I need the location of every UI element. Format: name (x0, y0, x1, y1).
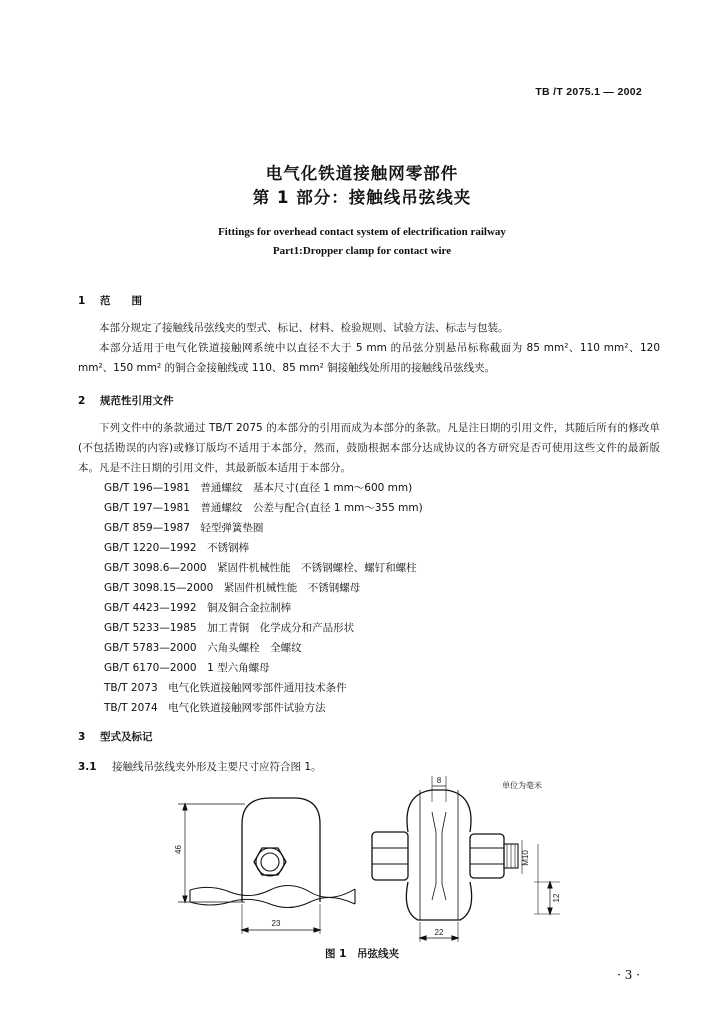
title-en-line1: Fittings for overhead contact system of electrification railway (218, 226, 506, 238)
hex-nut-side (470, 834, 504, 878)
reference-item: GB/T 4423—1992 铜及铜合金拉制棒 (104, 602, 292, 614)
section1-paragraph-2: 本部分适用于电气化铁道接触网系统中以直径不大于 5 mm 的吊弦分别悬吊标称截面为 85 mm²、110 mm²、120 mm²、150 mm² 的铜合金接触线或 110、85 mm² 铜接触线处所用的接触线吊弦线夹。 (78, 342, 660, 374)
document-id: TB /T 2075.1 — 2002 (535, 86, 642, 98)
section2-number: 2 (78, 395, 86, 407)
section3-heading (78, 729, 153, 744)
front-view-drawing (178, 798, 355, 934)
figure-caption-number: 图 1 (325, 948, 347, 960)
reference-item: TB/T 2074 电气化铁道接触网零部件试验方法 (104, 702, 326, 714)
section2-heading (78, 393, 174, 408)
page-number: · 3 · (617, 968, 640, 982)
figure-caption (0, 946, 724, 961)
section1-paragraph-1: 本部分规定了接触线吊弦线夹的型式、标记、材料、检验规则、试验方法、标志与包装。 (99, 322, 509, 334)
section1-title: 范 围 (100, 295, 142, 307)
section2-body (78, 418, 660, 478)
figure-caption-text: 吊弦线夹 (356, 948, 399, 960)
dim-width-left: 23 (271, 919, 281, 928)
reference-list (104, 478, 423, 718)
unit-note: 单位为毫米 (502, 781, 542, 790)
title-en-line2: Part1:Dropper clamp for contact wire (272, 245, 452, 257)
reference-item: GB/T 197—1981 普通螺纹 公差与配合(直径 1 mm～355 mm) (104, 502, 423, 514)
section3-1-text: 接触线吊弦线夹外形及主要尺寸应符合图 1。 (112, 761, 322, 773)
section3-number: 3 (78, 731, 86, 743)
side-view-drawing (372, 776, 560, 942)
dropper-clamp-figure (150, 772, 570, 944)
section3-1-number: 3.1 (78, 761, 97, 773)
dim-width-right: 22 (434, 928, 444, 937)
section1-number: 1 (78, 295, 86, 307)
title-cn-line1: 电气化铁道接触网零部件 (265, 164, 459, 183)
section1-body (78, 318, 660, 378)
reference-item: GB/T 6170—2000 1 型六角螺母 (104, 662, 270, 674)
section3-title: 型式及标记 (100, 731, 153, 743)
reference-item: GB/T 3098.6—2000 紧固件机械性能 不锈钢螺栓、螺钉和螺柱 (104, 562, 417, 574)
reference-item: GB/T 196—1981 普通螺纹 基本尺寸(直径 1 mm～600 mm) (104, 482, 413, 494)
dim-right-height: 12 (552, 893, 561, 903)
title-cn-line2: 第 1 部分：接触线吊弦线夹 (252, 188, 472, 207)
dim-top-right: 8 (436, 776, 442, 785)
reference-item: GB/T 1220—1992 不锈钢棒 (104, 542, 250, 554)
reference-item: GB/T 5783—2000 六角头螺栓 全螺纹 (104, 642, 302, 654)
section2-paragraph-1: 下列文件中的条款通过 TB/T 2075 的本部分的引用而成为本部分的条款。凡是注日期的引用文件，其随后所有的修改单(不包括勘误的内容)或修订版均不适用于本部分，然而，鼓励根据本部分达成协议的各方研究是否可使用这些文件的最新版本。凡是不注日期的引用文件，其最新版本适用于本部分。 (78, 422, 660, 474)
bolt-head (372, 832, 408, 880)
dim-height-left: 46 (174, 845, 183, 854)
reference-item: TB/T 2073 电气化铁道接触网零部件通用技术条件 (104, 682, 347, 694)
reference-item: GB/T 859—1987 轻型弹簧垫圈 (104, 522, 264, 534)
thread-label: M10 (521, 850, 530, 866)
reference-item: GB/T 3098.15—2000 紧固件机械性能 不锈钢螺母 (104, 582, 361, 594)
section1-heading (78, 293, 142, 308)
reference-item: GB/T 5233—1985 加工青铜 化学成分和产品形状 (104, 622, 355, 634)
section2-title: 规范性引用文件 (100, 395, 174, 407)
